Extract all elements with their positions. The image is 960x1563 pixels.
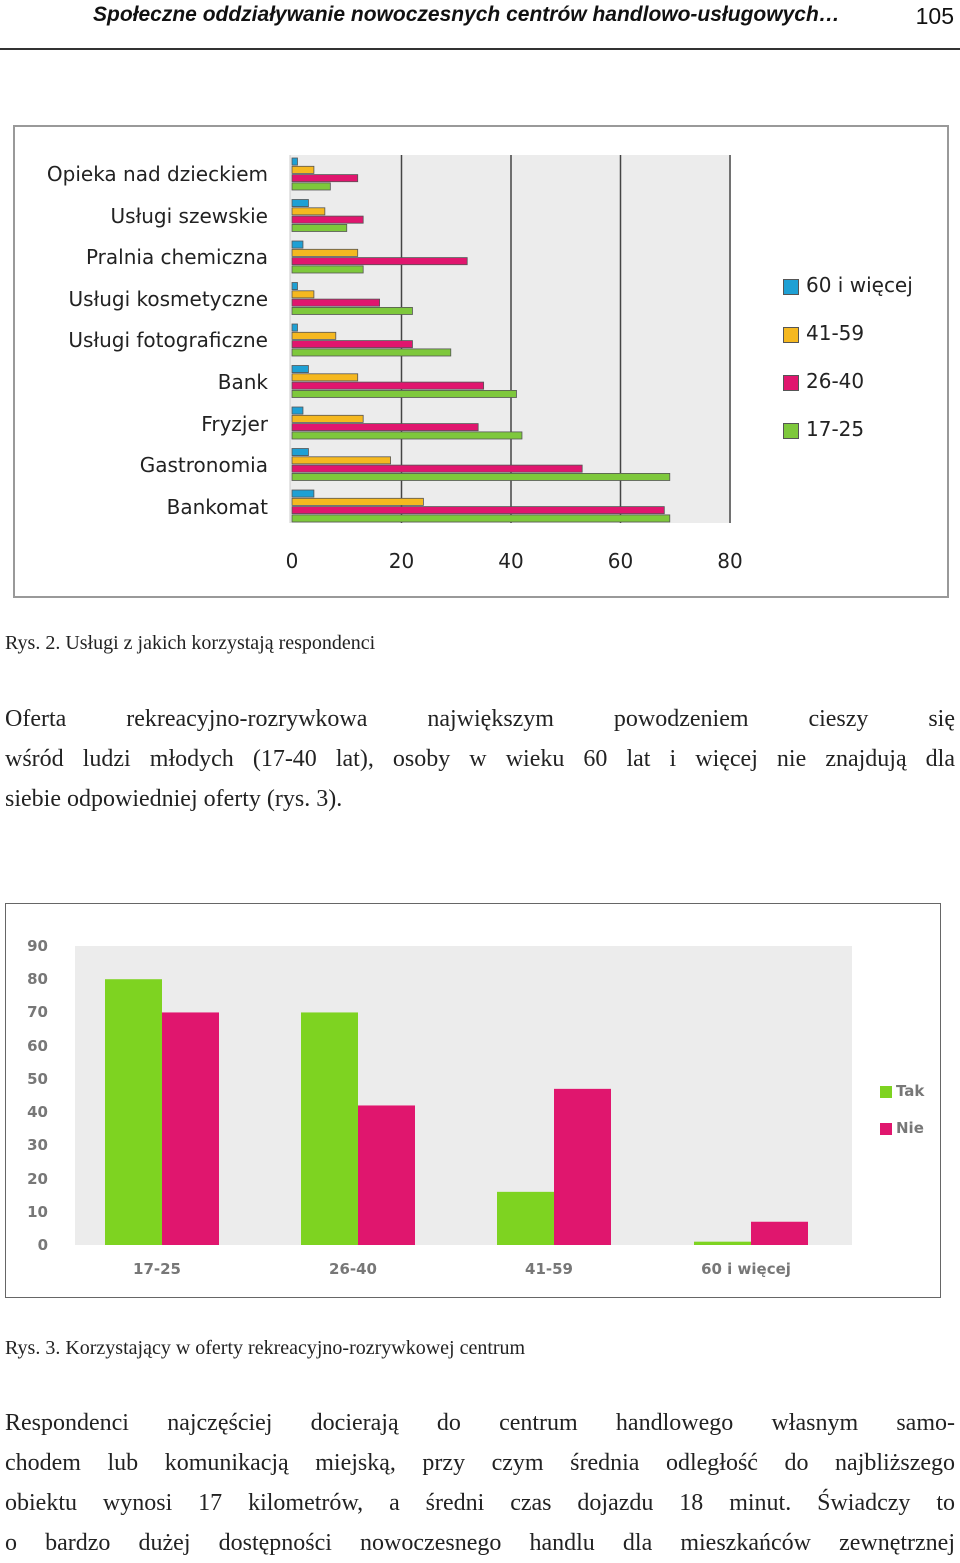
figure-1-caption: Rys. 2. Usługi z jakich korzystają respondenci bbox=[5, 632, 376, 654]
figure-1-category-label: Pralnia chemiczna bbox=[85, 245, 268, 270]
figure-2-legend-swatch bbox=[880, 1123, 892, 1135]
paragraph-1-line: siebie odpowiedniej oferty (rys. 3). bbox=[5, 786, 343, 812]
figure-1-category-label: Bankomat bbox=[166, 494, 268, 519]
figure-1-legend-label: 41-59 bbox=[806, 321, 865, 345]
figure-2-legend-swatch bbox=[880, 1086, 892, 1098]
figure-1-category-label: Gastronomia bbox=[139, 453, 268, 478]
figure-2-y-tick: 0 bbox=[37, 1236, 48, 1254]
figure-2-bar bbox=[162, 1012, 219, 1245]
figure-2-y-tick: 60 bbox=[27, 1036, 48, 1055]
figure-2-y-tick: 50 bbox=[27, 1069, 48, 1088]
figure-2-y-tick: 10 bbox=[27, 1202, 48, 1221]
figure-2-bar bbox=[105, 979, 162, 1245]
figure-2-x-tick: 60 i więcej bbox=[701, 1260, 791, 1278]
figure-2-bar bbox=[751, 1222, 808, 1245]
paragraph-2 bbox=[5, 1403, 955, 1563]
figure-2-y-tick: 40 bbox=[27, 1103, 48, 1122]
figure-2-bar bbox=[358, 1105, 415, 1245]
page-number: 105 bbox=[915, 3, 954, 29]
figure-2-caption: Rys. 3. Korzystający w oferty rekreacyjno-rozrywkowej centrum bbox=[5, 1337, 526, 1359]
figure-2-legend-label: Tak bbox=[896, 1082, 925, 1100]
figure-1-category-label: Bank bbox=[217, 370, 268, 394]
figure-2-x-tick: 26-40 bbox=[329, 1260, 377, 1278]
figure-1-x-tick: 80 bbox=[717, 549, 743, 573]
figure-2-x-tick: 17-25 bbox=[133, 1260, 181, 1278]
figure-1-legend-label: 60 i więcej bbox=[806, 273, 913, 297]
paragraph-2-line: obiektu wynosi 17 kilometrów, a średni czas dojazdu 18 minut. Świadczy to bbox=[5, 1490, 955, 1516]
figure-2-y-tick: 90 bbox=[27, 937, 48, 955]
figure-1-x-tick: 60 bbox=[607, 549, 634, 573]
paragraph-2-line: o bardzo dużej dostępności nowoczesnego handlu dla mieszkańców zewnętrznej bbox=[5, 1530, 955, 1556]
figure-1-category-label: Usługi kosmetyczne bbox=[68, 286, 268, 311]
figure-1-category-label: Opieka nad dzieckiem bbox=[46, 162, 268, 186]
paragraph-2-line: Respondenci najczęściej docierają do centrum handlowego własnym samo- bbox=[5, 1410, 955, 1436]
running-header-title: Społeczne oddziaływanie nowoczesnych centrów handlowo-usługowych… bbox=[93, 3, 840, 26]
figure-2-bar bbox=[554, 1089, 611, 1245]
figure-1-legend-label: 26-40 bbox=[806, 369, 865, 393]
figure-1-category-label: Usługi fotograficzne bbox=[68, 328, 268, 353]
figure-2-y-tick: 80 bbox=[27, 970, 48, 989]
figure-2-bar bbox=[301, 1012, 358, 1245]
figure-2-bar bbox=[694, 1242, 751, 1245]
figure-1-category-label: Usługi szewskie bbox=[110, 203, 268, 228]
paragraph-1-line: wśród ludzi młodych (17-40 lat), osoby w wieku 60 lat i więcej nie znajdują dla bbox=[5, 746, 955, 772]
figure-2-y-tick: 20 bbox=[27, 1169, 48, 1188]
figure-1-legend-label: 17-25 bbox=[806, 417, 865, 441]
figure-2-y-tick: 30 bbox=[27, 1136, 48, 1155]
figure-2-y-tick: 70 bbox=[27, 1003, 48, 1022]
figure-1-x-tick: 40 bbox=[498, 549, 524, 573]
figure-2-bar bbox=[497, 1192, 554, 1245]
figure-1-x-tick: 20 bbox=[388, 549, 415, 573]
paragraph-1-line: Oferta rekreacyjno-rozrywkowa największym powodzeniem cieszy się bbox=[5, 706, 955, 732]
figure-2-x-tick: 41-59 bbox=[525, 1260, 573, 1278]
figure-2-legend-label: Nie bbox=[896, 1119, 924, 1137]
figure-1-category-label: Fryzjer bbox=[201, 411, 268, 436]
paragraph-2-line: chodem lub komunikacją miejską, przy czym średnia odległość do najbliższego bbox=[5, 1450, 955, 1476]
figure-1-x-tick: 0 bbox=[285, 549, 299, 573]
